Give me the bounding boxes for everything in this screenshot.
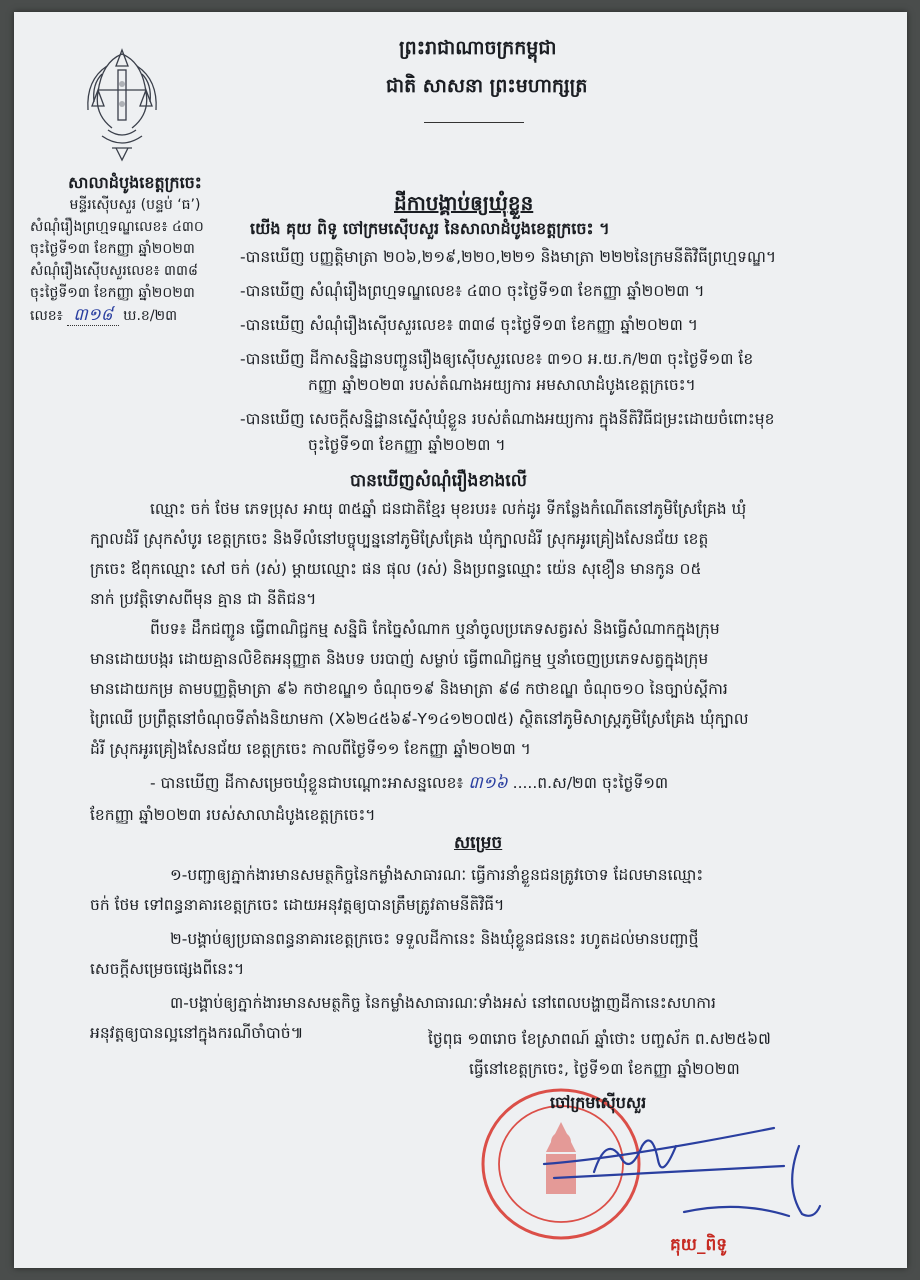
facts-line: ក្រចេះ ឪពុកឈ្មោះ សៅ ចក់ (រស់) ម្តាយឈ្មោះ ផន ផុល (រស់) និងប្រពន្ធឈ្មោះ យ៉េន សុខឿន មានកូន ០៥	[90, 560, 702, 578]
decision-item: អនុវត្តឲ្យបានល្អនៅក្នុងករណីចាំបាច់៕	[90, 1024, 304, 1042]
order-number-label: លេខ៖	[30, 308, 63, 324]
consideration-line: -បានឃើញ សំណុំរឿងស៊ើបសួរលេខ៖ ៣៣៨ ចុះថ្ងៃទី១៣ ខែកញ្ញា ឆ្នាំ២០២៣ ។	[240, 316, 698, 334]
order-number-handwritten: ៣១៨	[67, 305, 118, 326]
order-number-suffix: ឃ.ខ/២៣	[123, 308, 178, 324]
decision-reference-suffix: .....ព.ស/២៣ ចុះថ្ងៃទី១៣	[512, 774, 669, 792]
facts-line: ឈ្មោះ ចក់ ថែម ភេទប្រុស អាយុ ៣៥ឆ្នាំ ជនជាតិខ្មែរ មុខរបរ៖ លក់ដូរ ទីកន្លែងកំណើតនៅភូមិស្រែគ្រែង ឃុំ	[150, 500, 747, 518]
decision-item: ១-បញ្ជាឲ្យភ្នាក់ងារមានសមត្ថកិច្ចនៃកម្លាំងសាធារណៈ ធ្វើការនាំខ្លួនជនត្រូវចោទ ដែលមានឈ្មោះ	[170, 866, 704, 884]
decision-item: សេចក្តីសម្រេចផ្សេងពីនេះ។	[90, 960, 245, 978]
court-emblem-icon	[72, 44, 172, 169]
decision-reference-prefix: - បានឃើញ ដីកាសម្រេចឃុំខ្លួនជាបណ្តោះអាសន្នលេខ៖	[150, 774, 464, 792]
investigation-file-number: សំណុំរឿងស៊ើបសួរលេខ៖ ៣៣៨	[30, 263, 198, 279]
document-title: ដីកាបង្គាប់ឲ្យឃុំខ្លួន	[394, 191, 534, 215]
judge-intro: យើង គុយ ពិទូ ចៅក្រមស៊ើបសួរ នៃសាលាដំបូងខេត្តក្រចេះ ។	[250, 219, 610, 238]
investigation-file-date: ចុះថ្ងៃទី១៣ ខែកញ្ញា ឆ្នាំ២០២៣	[30, 285, 195, 301]
decision-heading: សម្រេច	[454, 833, 503, 853]
decision-item: ចក់ ថែម ទៅពន្ធនាគារខេត្តក្រចេះ ដោយអនុវត្តឲ្យបានត្រឹមត្រូវតាមនីតិវិធី។	[90, 896, 505, 914]
consideration-line: កញ្ញា ឆ្នាំ២០២៣ របស់តំណាងអយ្យការ អមសាលាដំបូងខេត្តក្រចេះ។	[308, 376, 696, 394]
decision-reference	[150, 772, 668, 794]
charge-line: ពីបទ៖ ដឹកជញ្ជូន ធ្វើពាណិជ្ជកម្ម សន្និធិ កែច្នៃសំណាក ឬនាំចូលប្រភេទសត្វរស់ និងធ្វើសំណាកក្នុងក្រុម	[150, 620, 720, 638]
consideration-line: ចុះថ្ងៃទី១៣ ខែកញ្ញា ឆ្នាំ២០២៣ ។	[308, 436, 506, 454]
consideration-line: -បានឃើញ ដីកាសន្និដ្ឋានបញ្ជូនរឿងឲ្យស៊ើបសួរលេខ៖ ៣១០ អ.យ.ក/២៣ ចុះថ្ងៃទី១៣ ខែ	[240, 350, 754, 368]
court-name: សាលាដំបូងខេត្តក្រចេះ	[68, 173, 202, 192]
place-and-date: ធ្វើនៅខេត្តក្រចេះ, ថ្ងៃទី១៣ ខែកញ្ញា ឆ្នាំ២០២៣	[469, 1060, 740, 1078]
criminal-file-number: សំណុំរឿងព្រហ្មទណ្ឌលេខ៖ ៤៣០	[30, 219, 204, 235]
facts-line: នាក់ ប្រវត្តិទោសពីមុន គ្មាន ជា នីតិជន។	[90, 590, 317, 608]
facts-heading: បានឃើញសំណុំរឿងខាងលើ	[350, 471, 527, 491]
consideration-line: -បានឃើញ សេចក្តីសន្និដ្ឋានស្នើសុំឃុំខ្លួន របស់តំណាងអយ្យការ ក្នុងនីតិវិធីជម្រះដោយចំពោះមុខ	[240, 410, 775, 428]
decision-number-handwritten: ៣១៦	[468, 773, 508, 793]
lunar-date: ថ្ងៃពុធ ១៣រោច ខែស្រាពណ៍ ឆ្នាំថោះ បញ្ចស័ក ព.ស២៥៦៧	[428, 1030, 771, 1048]
consideration-line: -បានឃើញ បញ្ញត្តិមាត្រា ២០៦,២១៩,២២០,២២១ និងមាត្រា ២២២នៃក្រមនីតិវិធីព្រហ្មទណ្ឌ។	[240, 248, 777, 266]
document-page	[14, 12, 907, 1268]
charge-line: មានដោយបង្ករ ដោយគ្មានលិខិតអនុញ្ញាត និងបទ បរបាញ់ សម្លាប់ ធ្វើពាណិជ្ជកម្ម ឬនាំចេញប្រភេទសត្វក្នុងក្រុម	[90, 650, 709, 668]
facts-line: ក្បាលដំរី ស្រុកសំបូរ ខេត្តក្រចេះ និងទីលំនៅបច្ចុប្បន្ននៅភូមិស្រែគ្រែង ឃុំក្បាលដំរី ស្រុកអូរគ្រៀងសែនជ័យ ខេត្ត	[90, 530, 709, 548]
charge-line: មានដោយកម្រ តាមបញ្ញត្តិមាត្រា ៩៦ កថាខណ្ឌ១ ចំណុច១៩ និងមាត្រា ៩៨ កថាខណ្ឌ ចំណុច១០ នៃច្បាប់ស្តីការ	[90, 680, 728, 698]
consideration-line: -បានឃើញ សំណុំរឿងព្រហ្មទណ្ឌលេខ៖ ៤៣០ ចុះថ្ងៃទី១៣ ខែកញ្ញា ឆ្នាំ២០២៣ ។	[240, 282, 705, 300]
kingdom-heading: ព្រះរាជាណាចក្រកម្ពុជា	[399, 37, 557, 59]
decision-reference-line2: ខែកញ្ញា ឆ្នាំ២០២៣ របស់សាលាដំបូងខេត្តក្រចេះ។	[90, 806, 376, 824]
charge-line: ព្រៃឈើ ប្រព្រឹត្តនៅចំណុចទីតាំងនិយាមកា (X៦២៤៥៦៩-Y១៤១២០៧៥) ស្ថិតនៅភូមិសាស្ត្រភូមិស្រែគ្រែង ឃុំក្បាល	[90, 710, 749, 728]
criminal-file-date: ចុះថ្ងៃទី១៣ ខែកញ្ញា ឆ្នាំ២០២៣	[30, 241, 195, 257]
national-motto: ជាតិ សាសនា ព្រះមហាក្សត្រ	[386, 75, 588, 97]
order-number	[30, 304, 240, 327]
judge-signature	[534, 1116, 824, 1226]
signer-title: ចៅក្រមស៊ើបសួរ	[550, 1093, 647, 1112]
signer-name: គុយ_ពិទូ	[670, 1235, 728, 1255]
decision-item: ៣-បង្គាប់ឲ្យភ្នាក់ងារមានសមត្ថកិច្ច នៃកម្លាំងសាធារណៈទាំងអស់ នៅពេលបង្ហាញដីកានេះសហការ	[170, 994, 716, 1012]
decision-item: ២-បង្គាប់ឲ្យប្រធានពន្ធនាគារខេត្តក្រចេះ ទទួលដីកានេះ និងឃុំខ្លួនជននេះ រហូតដល់មានបញ្ជាថ្មី	[170, 930, 699, 948]
charge-line: ដំរី ស្រុកអូរគ្រៀងសែនជ័យ ខេត្តក្រចេះ កាលពីថ្ងៃទី១១ ខែកញ្ញា ឆ្នាំ២០២៣ ។	[90, 740, 531, 758]
office-name: មន្ទីរស៊ើបសួរ (បន្ទប់ ‘ធ’)	[69, 197, 201, 213]
header-divider	[424, 122, 524, 123]
